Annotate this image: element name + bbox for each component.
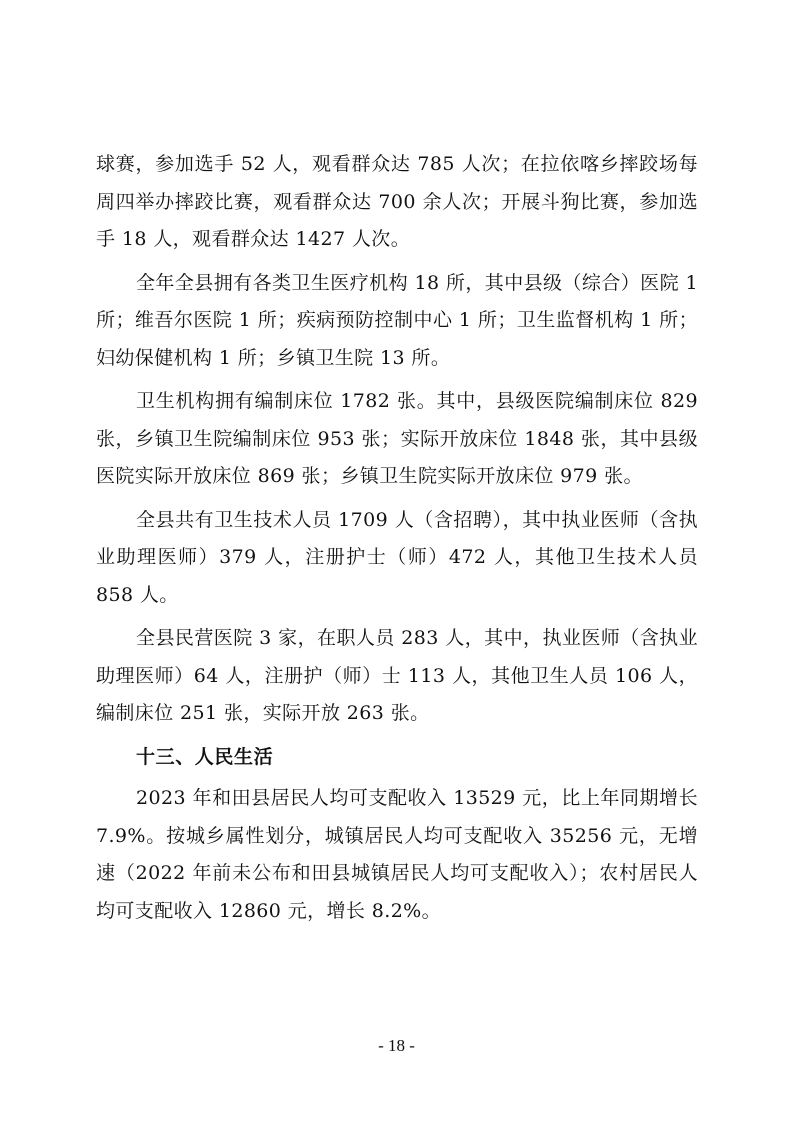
- paragraph-health-personnel: 全县共有卫生技术人员 1709 人（含招聘），其中执业医师（含执业助理医师）379 人，注册护士（师）472 人，其他卫生技术人员 858 人。: [96, 508, 698, 606]
- paragraph-resident-income: 2023 年和田县居民人均可支配收入 13529 元，比上年同期增长 7.9%。按城乡属性划分，城镇居民人均可支配收入 35256 元，无增速（2022 年前未公布和田县城镇居民人均可支配收入）；农村居民人均可支配收入 12860 元，增长 8.2%。: [96, 787, 698, 922]
- paragraph-hospital-beds: 卫生机构拥有编制床位 1782 张。其中，县级医院编制床位 829 张，乡镇卫生院编制床位 953 张；实际开放床位 1848 张，其中县级医院实际开放床位 869 张；乡镇卫生院实际开放床位 979 张。: [96, 390, 698, 487]
- paragraph-sports-continued: 球赛，参加选手 52 人，观看群众达 785 人次；在拉依喀乡摔跤场每周四举办摔跤比赛，观看群众达 700 余人次；开展斗狗比赛，参加选手 18 人，观看群众达 1427 人次。: [96, 153, 698, 250]
- paragraph-medical-institutions: 全年全县拥有各类卫生医疗机构 18 所，其中县级（综合）医院 1 所；维吾尔医院 1 所；疾病预防控制中心 1 所；卫生监督机构 1 所；妇幼保健机构 1 所；乡镇卫生院 13 所。: [96, 271, 698, 369]
- section-heading-living: 十三、人民生活: [136, 745, 274, 768]
- paragraph-private-hospitals: 全县民营医院 3 家，在职人员 283 人，其中，执业医师（含执业助理医师）64 人，注册护（师）士 113 人，其他卫生人员 106 人，编制床位 251 张，实际开放 263 张。: [96, 627, 698, 724]
- document-body: [96, 146, 698, 936]
- page-number: - 18 -: [378, 1036, 415, 1055]
